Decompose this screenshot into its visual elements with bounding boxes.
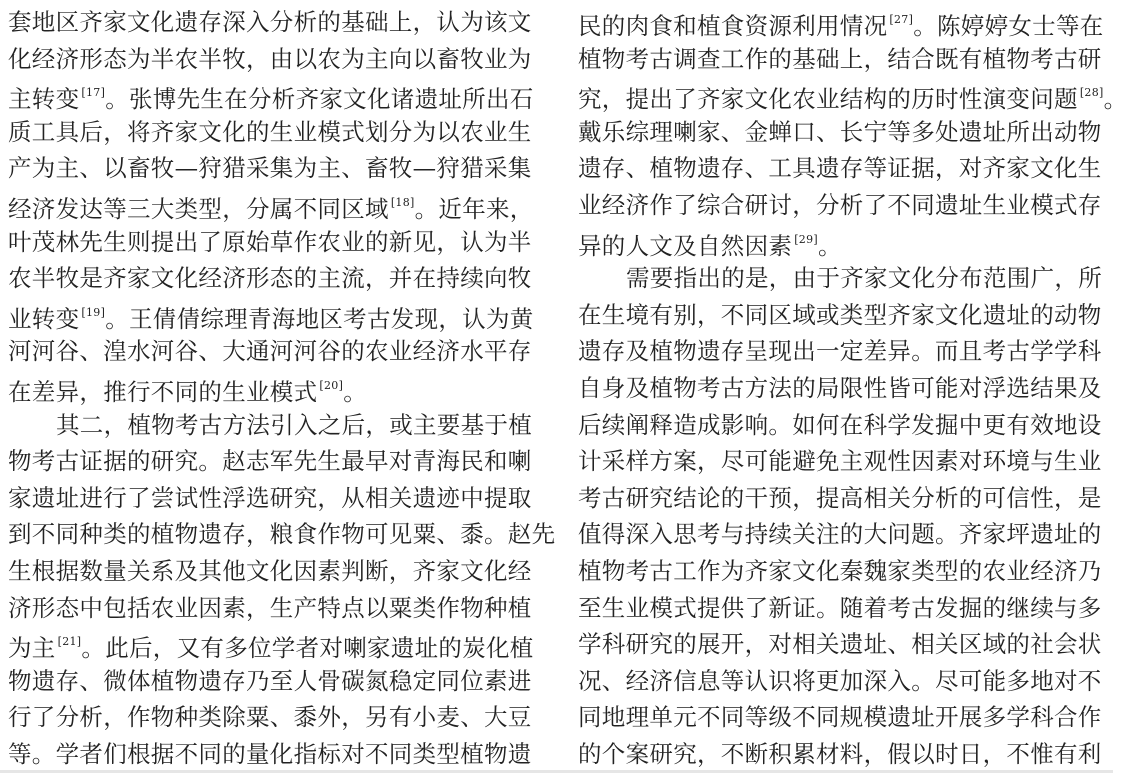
line-text: 遗存、植物遗存、工具遗存等证据，对齐家文化生 (578, 154, 1102, 183)
text-line (56, 407, 532, 443)
line-text-continued: 。 (1103, 85, 1127, 114)
text-line (578, 150, 1102, 186)
text-line (8, 699, 532, 735)
citation-reference: [18] (390, 196, 415, 209)
text-line (578, 77, 1127, 113)
text-line (8, 480, 532, 516)
line-text: 植物考古工作为齐家文化秦魏家类型的农业经济乃 (578, 557, 1102, 585)
text-line (8, 370, 367, 406)
line-text: 经济发达等三大类型，分属不同区域 (8, 194, 389, 223)
citation-reference: [17] (81, 86, 106, 100)
citation-reference: [19] (81, 305, 106, 319)
text-line (578, 480, 1102, 516)
line-text: 计采样方案，尽可能避免主观性因素对环境与生业 (578, 447, 1102, 476)
line-text: 民的肉食和植食资源利用情况 (578, 11, 888, 40)
text-line (8, 443, 532, 479)
line-text: 行了分析，作物种类除粟、黍外，另有小麦、大豆 (8, 703, 532, 732)
text-line (578, 443, 1102, 479)
text-line (578, 114, 1102, 150)
text-line (8, 626, 534, 662)
line-text: 物考古证据的研究。赵志军先生最早对青海民和喇 (8, 447, 532, 476)
line-text: 究，提出了齐家文化农业结构的历时性演变问题 (578, 85, 1078, 114)
line-text-continued: 。此后，又有多位学者对喇家遗址的炭化植 (81, 634, 534, 663)
text-line (8, 663, 532, 699)
text-line (8, 4, 532, 40)
line-text: 值得深入思考与持续关注的大问题。齐家坪遗址的 (578, 520, 1102, 549)
line-text: 异的人文及自然因素 (578, 231, 793, 260)
text-line (578, 333, 1102, 369)
text-line (578, 4, 1104, 40)
line-text: 河河谷、湟水河谷、大通河河谷的农业经济水平存 (8, 337, 532, 366)
line-text: 植物考古调查工作的基础上，结合既有植物考古研 (578, 44, 1102, 73)
text-line (578, 224, 842, 260)
text-line (8, 516, 555, 552)
text-line (578, 626, 1102, 662)
line-text: 至生业模式提供了新证。随着考古发掘的继续与多 (578, 593, 1102, 622)
line-text: 同地理单元不同等级不同规模遗址开展多学科合作 (578, 703, 1102, 732)
line-text: 化经济形态为半农半牧，由以农为主向以畜牧业为 (8, 44, 532, 73)
text-line (8, 150, 532, 186)
line-text: 后续阐释造成影响。如何在科学发掘中更有效地设 (578, 410, 1102, 439)
line-text: 等。学者们根据不同的量化指标对不同类型植物遗 (8, 740, 532, 768)
line-text: 学科研究的展开，对相关遗址、相关区域的社会状 (578, 630, 1102, 659)
text-line (578, 187, 1102, 223)
line-text: 到不同种类的植物遗存，粮食作物可见粟、黍。赵先 (8, 520, 556, 549)
citation-reference: [28] (1079, 86, 1104, 100)
citation-reference: [29] (794, 232, 818, 246)
line-text-continued: 。张博先生在分析齐家文化诸遗址所出石 (105, 85, 534, 114)
line-text: 业经济作了综合研讨，分析了不同遗址生业模式存 (578, 191, 1102, 219)
text-line (8, 736, 532, 772)
line-text: 自身及植物考古方法的局限性皆可能对浮选结果及 (578, 374, 1102, 402)
line-text: 遗存及植物遗存呈现出一定差异。而且考古学学科 (578, 337, 1102, 366)
line-text-continued: 。陈婷婷女士等在 (913, 11, 1104, 40)
text-line (578, 699, 1102, 735)
line-text: 产为主、以畜牧—狩猎采集为主、畜牧—狩猎采集 (8, 154, 532, 183)
text-line (578, 590, 1102, 626)
line-text: 业转变 (8, 304, 80, 333)
line-text: 戴乐综理喇家、金蝉口、长宁等多处遗址所出动物 (578, 117, 1102, 146)
text-line (578, 516, 1102, 552)
text-line (8, 590, 532, 626)
line-text: 农半牧是齐家文化经济形态的主流，并在持续向牧 (8, 264, 532, 293)
line-text: 物遗存、微体植物遗存乃至人骨碳氮稳定同位素进 (8, 666, 532, 695)
line-text-continued: 。 (343, 377, 367, 406)
line-text: 家遗址进行了尝试性浮选研究，从相关遗迹中提取 (8, 483, 532, 512)
citation-reference: [21] (57, 635, 82, 649)
line-text: 套地区齐家文化遗存深入分析的基础上，认为该文 (8, 8, 532, 36)
text-line (626, 260, 1102, 296)
line-text: 需要指出的是，由于齐家文化分布范围广，所 (626, 264, 1102, 293)
text-line (578, 553, 1102, 589)
line-text: 况、经济信息等认识将更加深入。尽可能多地对不 (578, 666, 1102, 695)
text-line (8, 333, 532, 369)
text-line (578, 663, 1102, 699)
citation-reference: [27] (889, 13, 914, 26)
text-line (8, 77, 534, 113)
text-line (578, 407, 1102, 443)
line-text: 在差异，推行不同的生业模式 (8, 377, 318, 406)
citation-reference: [20] (319, 379, 344, 392)
text-line (8, 187, 534, 223)
line-text: 为主 (8, 634, 56, 663)
line-text: 叶茂林先生则提出了原始草作农业的新见，认为半 (8, 227, 532, 256)
line-text-continued: 。王倩倩综理青海地区考古发现，认为黄 (105, 304, 534, 333)
text-line (578, 736, 1102, 772)
text-line (578, 297, 1102, 333)
line-text-continued: 。近年来， (414, 194, 534, 223)
text-line (8, 553, 532, 589)
text-line (8, 114, 532, 150)
line-text: 济形态中包括农业因素，生产特点以粟类作物种植 (8, 593, 532, 622)
text-line (8, 41, 532, 77)
text-line (8, 297, 534, 333)
line-text-continued: 。 (817, 231, 842, 260)
line-text: 在生境有别，不同区域或类型齐家文化遗址的动物 (578, 300, 1102, 329)
line-text: 其二，植物考古方法引入之后，或主要基于植 (56, 410, 532, 439)
text-line (8, 260, 532, 296)
line-text: 的个案研究，不断积累材料，假以时日，不惟有利 (578, 740, 1102, 768)
text-line (578, 370, 1102, 406)
line-text: 考古研究结论的干预，提高相关分析的可信性，是 (578, 483, 1102, 512)
text-line (578, 41, 1102, 77)
line-text: 质工具后，将齐家文化的生业模式划分为以农业生 (8, 117, 532, 146)
text-line (8, 224, 532, 260)
line-text: 生根据数量关系及其他文化因素判断，齐家文化经 (8, 557, 532, 585)
line-text: 主转变 (8, 85, 80, 114)
